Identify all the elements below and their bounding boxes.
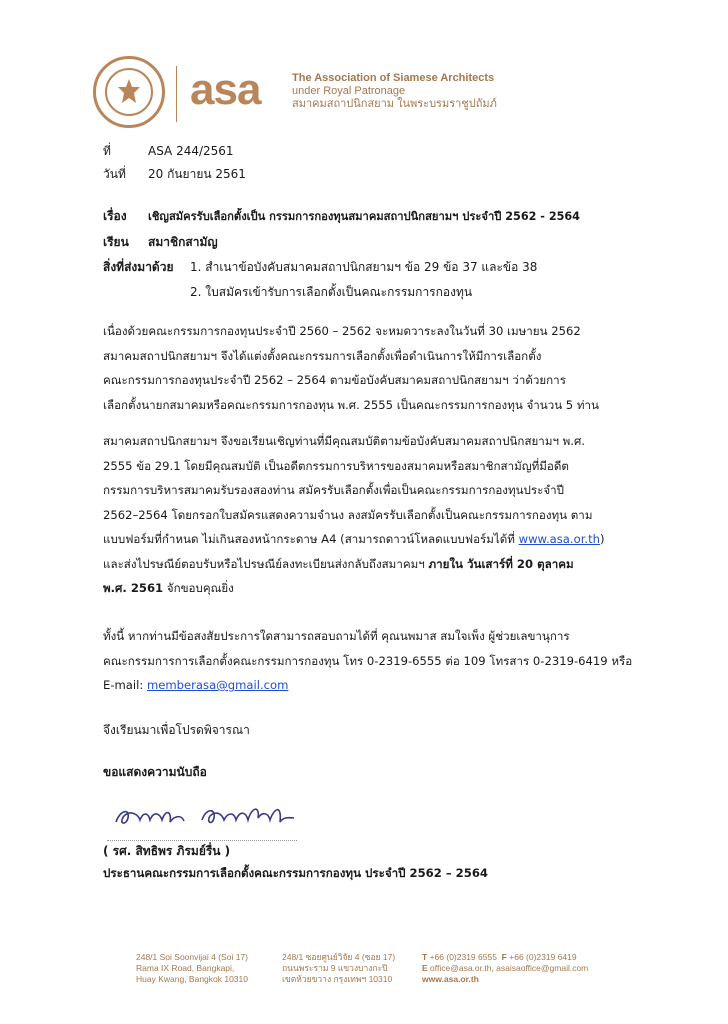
- date-label: วันที่: [103, 167, 126, 181]
- paragraph-line: [103, 527, 605, 552]
- paragraph-line: เนื่องด้วยคณะกรรมการกองทุนประจำปี 2560 – 2562 จะหมดวาระลงในวันที่ 30 เมษายน 2562: [103, 324, 581, 338]
- paragraph-2: [103, 429, 605, 601]
- thanks-text: จักขอบคุณยิ่ง: [163, 581, 234, 595]
- deadline-year: พ.ศ. 2561: [103, 581, 164, 595]
- paragraph-line: คณะกรรมการการเลือกตั้งคณะกรรมการกองทุน โทร 0-2319-6555 ต่อ 109 โทรสาร 0-2319-6419 หรือ: [103, 653, 633, 668]
- paragraph-line: ทั้งนี้ หากท่านมีข้อสงสัยประการใดสามารถสอบถามได้ที่ คุณนพมาส สมใจเพ็ง ผู้ช่วยเลขานุการ: [103, 629, 570, 643]
- footer-address-th: [282, 952, 395, 985]
- paragraph-line: [103, 673, 632, 698]
- ref-label: ที่: [103, 144, 111, 158]
- enclosure-item: 2. ใบสมัครเข้ารับการเลือกตั้งเป็นคณะกรรมการกองทุน: [190, 285, 473, 299]
- paragraph-line: 2562–2564 โดยกรอกใบสมัครแสดงความจำนง ลงสมัครรับเลือกตั้งเป็นคณะกรรมการกองทุน ตาม: [103, 507, 593, 522]
- enclosure-item: 1. สำเนาข้อบังคับสมาคมสถาปนิกสยามฯ ข้อ 29 ข้อ 37 และข้อ 38: [190, 260, 538, 274]
- footer-website[interactable]: www.asa.or.th: [422, 974, 479, 984]
- email-label: E-mail:: [103, 678, 147, 692]
- phone-value: +66 (0)2319 6555: [429, 952, 497, 962]
- footer-line: เขตห้วยขวาง กรุงเทพฯ 10310: [282, 974, 393, 984]
- signer-title: ประธานคณะกรรมการเลือกตั้งคณะกรรมการกองทุน ประจำปี 2562 – 2564: [103, 866, 488, 880]
- footer-email-line: [422, 963, 588, 974]
- deadline-date: ภายใน วันเสาร์ที่ 20 ตุลาคม: [428, 556, 574, 571]
- footer-contact: [422, 952, 588, 985]
- recipient-value: สมาชิกสามัญ: [148, 235, 218, 249]
- signature-line: [107, 840, 297, 841]
- paragraph-line: [103, 552, 605, 577]
- paragraph-line: [103, 576, 605, 601]
- paragraph-line: คณะกรรมการกองทุนประจำปี 2562 – 2564 ตามข้อบังคับสมาคมสถาปนิกสยามฯ ว่าด้วยการ: [103, 373, 566, 387]
- fax-value: +66 (0)2319 6419: [509, 952, 577, 962]
- org-patronage-en: under Royal Patronage: [292, 85, 406, 97]
- paragraph-line: สมาคมสถาปนิกสยามฯ จึงได้แต่งตั้งคณะกรรมการเลือกตั้งเพื่อดำเนินการให้มีการเลือกตั้ง: [103, 348, 542, 363]
- mail-instruction-text: และส่งไปรษณีย์ตอบรับหรือไปรษณีย์ลงทะเบียนส่งกลับถึงสมาคมฯ: [103, 556, 429, 571]
- form-download-text: แบบฟอร์มที่กำหนด ไม่เกินสองหน้ากระดาษ A4 (สามารถดาวน์โหลดแบบฟอร์มได้ที่: [103, 532, 519, 546]
- paragraph-line: สมาคมสถาปนิกสยามฯ จึงขอเรียนเชิญท่านที่มีคุณสมบัติตามข้อบังคับสมาคมสถาปนิกสยามฯ พ.ศ.: [103, 434, 586, 448]
- website-link[interactable]: www.asa.or.th: [518, 532, 600, 546]
- footer-address-en: [136, 952, 248, 985]
- paragraph-3: [103, 624, 632, 698]
- signer-name: ( รศ. สิทธิพร ภิรมย์รื่น ): [103, 844, 231, 858]
- org-name-en: The Association of Siamese Architects: [292, 72, 495, 84]
- crown-emblem-icon: [116, 77, 142, 107]
- asa-logo-text: asa: [190, 65, 261, 114]
- footer-line: 248/1 Soi Soonvijai 4 (Soi 17): [136, 952, 248, 962]
- footer-line: Huay Kwang, Bangkok 10310: [136, 974, 248, 984]
- footer-line: 248/1 ซอยศูนย์วิจัย 4 (ซอย 17): [282, 952, 396, 962]
- regards-text: ขอแสดงความนับถือ: [103, 765, 207, 779]
- paragraph-line: 2555 ข้อ 29.1 โดยมีคุณสมบัติ เป็นอดีตกรรมการบริหารของสมาคมหรือสมาชิกสามัญที่มีอดีต: [103, 458, 569, 473]
- footer-phone-fax-line: [422, 952, 588, 963]
- footer-line: ถนนพระราม 9 แขวงบางกะปิ: [282, 963, 388, 973]
- closing-text: จึงเรียนมาเพื่อโปรดพิจารณา: [103, 723, 250, 737]
- email-value-footer: office@asa.or.th, asaisaoffice@gmail.com: [430, 963, 589, 973]
- date-value: 20 กันยายน 2561: [148, 167, 246, 181]
- phone-label: T: [422, 952, 428, 962]
- paren-close: ): [599, 532, 605, 546]
- recipient-label: เรียน: [103, 235, 129, 249]
- paragraph-1: [103, 319, 599, 417]
- fax-label: F: [501, 952, 507, 962]
- asa-seal-logo: [93, 56, 165, 128]
- logo-divider: [176, 66, 177, 122]
- footer-line: Rama IX Road, Bangkapi,: [136, 963, 235, 973]
- subject-label: เรื่อง: [103, 209, 127, 223]
- paragraph-line: เลือกตั้งนายกสมาคมหรือคณะกรรมการกองทุน พ.ศ. 2555 เป็นคณะกรรมการกองทุน จำนวน 5 ท่าน: [103, 397, 599, 412]
- email-link[interactable]: memberasa@gmail.com: [146, 678, 289, 692]
- enclosures-label: สิ่งที่ส่งมาด้วย: [103, 260, 174, 274]
- subject-value: เชิญสมัครรับเลือกตั้งเป็น กรรมการกองทุนสมาคมสถาปนิกสยามฯ ประจำปี 2562 - 2564: [148, 210, 580, 223]
- ref-value: ASA 244/2561: [148, 144, 234, 158]
- email-label-footer: E: [422, 963, 428, 973]
- organization-name: [292, 72, 497, 111]
- paragraph-line: กรรมการบริหารสมาคมรับรองสองท่าน สมัครรับเลือกตั้งเพื่อเป็นคณะกรรมการกองทุนประจำปี: [103, 483, 565, 497]
- handwritten-signature: [110, 788, 300, 838]
- org-name-th: สมาคมสถาปนิกสยาม ในพระบรมราชูปถัมภ์: [292, 98, 497, 110]
